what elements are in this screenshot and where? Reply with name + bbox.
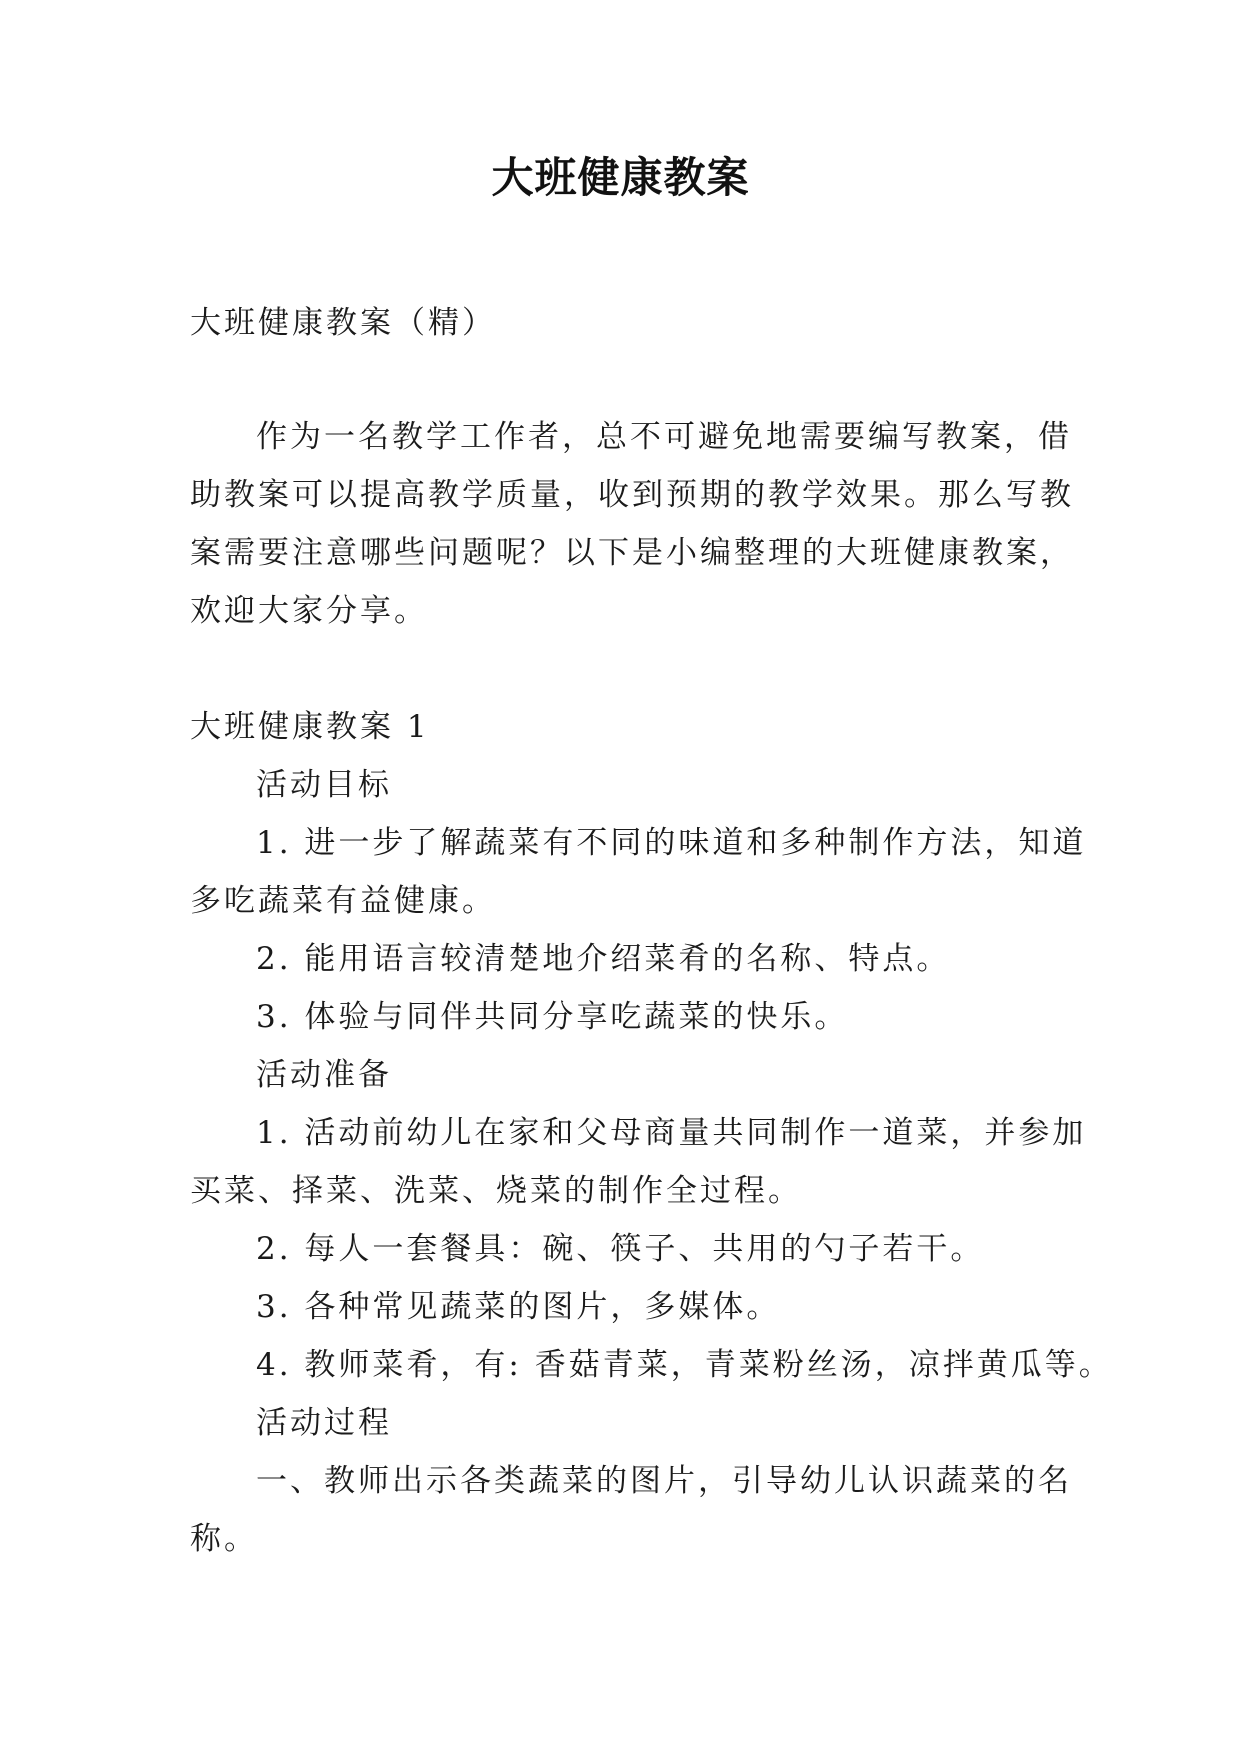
- body-line: 4. 教师菜肴，有: 香菇青菜，青菜粉丝汤，凉拌黄瓜等。: [256, 1347, 1113, 1383]
- body-line: 3. 体验与同伴共同分享吃蔬菜的快乐。: [256, 999, 849, 1035]
- lesson-section: [190, 698, 1113, 1568]
- section-heading: 大班健康教案 1: [190, 709, 430, 745]
- body-line: 1. 活动前幼儿在家和父母商量共同制作一道菜，并参加: [256, 1115, 1087, 1151]
- body-line: 买菜、择菜、洗菜、烧菜的制作全过程。: [190, 1173, 802, 1209]
- intro-line: 助教案可以提高教学质量，收到预期的教学效果。那么写教: [190, 477, 1074, 513]
- body-line: 1. 进一步了解蔬菜有不同的味道和多种制作方法，知道: [256, 825, 1087, 861]
- subheading-goals: 活动目标: [256, 767, 392, 803]
- intro-line: 欢迎大家分享。: [190, 593, 428, 629]
- intro-line: 案需要注意哪些问题呢？以下是小编整理的大班健康教案，: [190, 535, 1074, 571]
- intro-paragraph: [190, 408, 1074, 640]
- intro-line: 作为一名教学工作者，总不可避免地需要编写教案，借: [256, 419, 1072, 455]
- body-line: 2. 能用语言较清楚地介绍菜肴的名称、特点。: [256, 941, 951, 977]
- body-line: 一、教师出示各类蔬菜的图片，引导幼儿认识蔬菜的名: [256, 1463, 1072, 1499]
- document-title: 大班健康教案: [491, 153, 750, 202]
- body-line: 多吃蔬菜有益健康。: [190, 883, 496, 919]
- subheading-process: 活动过程: [256, 1405, 392, 1441]
- body-line: 2. 每人一套餐具：碗、筷子、共用的勺子若干。: [256, 1231, 985, 1267]
- body-line: 称。: [190, 1521, 258, 1557]
- body-line: 3. 各种常见蔬菜的图片，多媒体。: [256, 1289, 781, 1325]
- document-subtitle: 大班健康教案（精）: [190, 305, 496, 341]
- subheading-preparation: 活动准备: [256, 1057, 392, 1093]
